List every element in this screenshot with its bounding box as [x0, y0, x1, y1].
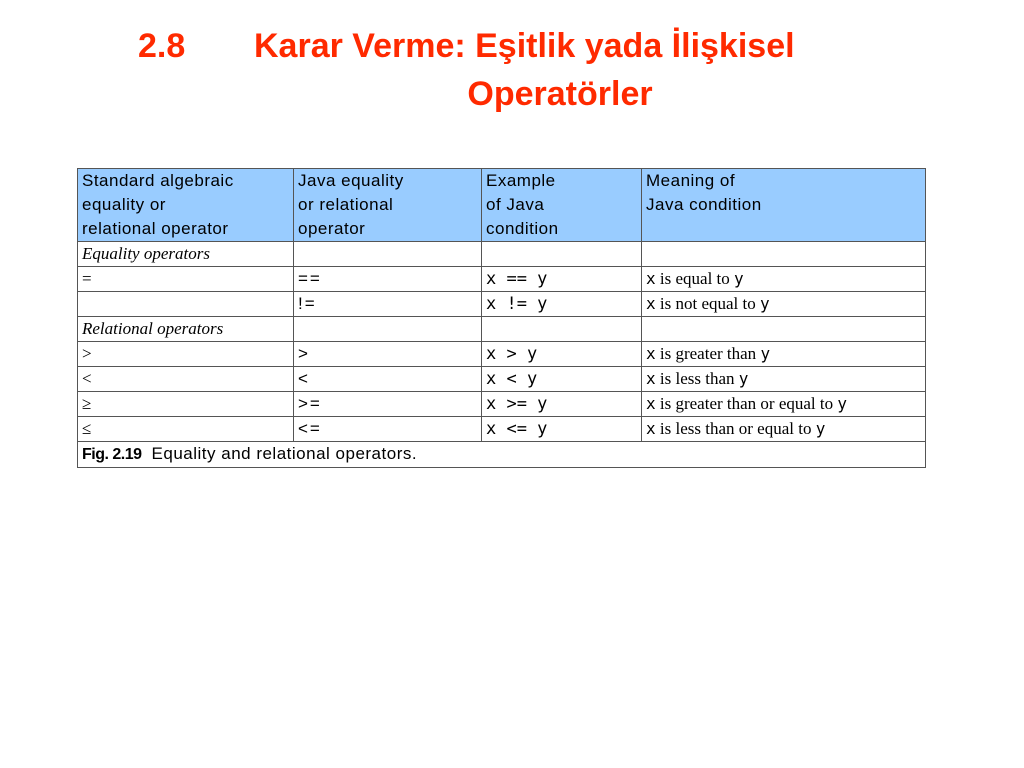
header-java-operator: Java equality or relational operator	[294, 169, 482, 242]
table-row	[78, 267, 926, 292]
java-operator: >	[294, 342, 482, 367]
algebraic-operator: ≥	[78, 392, 294, 417]
section-row-relational	[78, 317, 926, 342]
header-example: Example of Java condition	[482, 169, 642, 242]
table-row	[78, 417, 926, 442]
algebraic-operator	[78, 292, 294, 317]
algebraic-operator: >	[78, 342, 294, 367]
example-condition: x <= y	[482, 417, 642, 442]
algebraic-operator: =	[78, 267, 294, 292]
meaning: x is not equal to y	[642, 292, 926, 317]
java-operator: !=	[294, 292, 482, 317]
title-line-2: Operatörler	[467, 75, 653, 113]
meaning: x is less than or equal to y	[642, 417, 926, 442]
caption-text: Equality and relational operators.	[151, 444, 418, 463]
table-row	[78, 392, 926, 417]
java-operator: <	[294, 367, 482, 392]
section-label: Equality operators	[78, 242, 294, 267]
meaning: x is greater than y	[642, 342, 926, 367]
header-meaning: Meaning of Java condition	[642, 169, 926, 242]
header-algebraic-operator: Standard algebraic equality or relational operator	[78, 169, 294, 242]
section-label: Relational operators	[78, 317, 294, 342]
example-condition: x > y	[482, 342, 642, 367]
java-operator: <=	[294, 417, 482, 442]
meaning: x is greater than or equal to y	[642, 392, 926, 417]
example-condition: x < y	[482, 367, 642, 392]
algebraic-operator: ≤	[78, 417, 294, 442]
section-number: 2.8	[138, 27, 186, 65]
meaning: x is less than y	[642, 367, 926, 392]
table-row	[78, 342, 926, 367]
java-operator: ==	[294, 267, 482, 292]
algebraic-operator: <	[78, 367, 294, 392]
meaning: x is equal to y	[642, 267, 926, 292]
table-row	[78, 367, 926, 392]
operators-table	[77, 168, 926, 468]
section-row-equality	[78, 242, 926, 267]
figure-caption	[78, 442, 926, 468]
java-operator: >=	[294, 392, 482, 417]
figure-label: Fig. 2.19	[82, 446, 142, 463]
example-condition: x != y	[482, 292, 642, 317]
table-row	[78, 292, 926, 317]
example-condition: x >= y	[482, 392, 642, 417]
table-header-row	[78, 169, 926, 242]
title-text-1: Karar Verme: Eşitlik yada İlişkisel	[254, 27, 795, 65]
caption-row	[78, 442, 926, 468]
example-condition: x == y	[482, 267, 642, 292]
title-line-1	[138, 22, 795, 70]
